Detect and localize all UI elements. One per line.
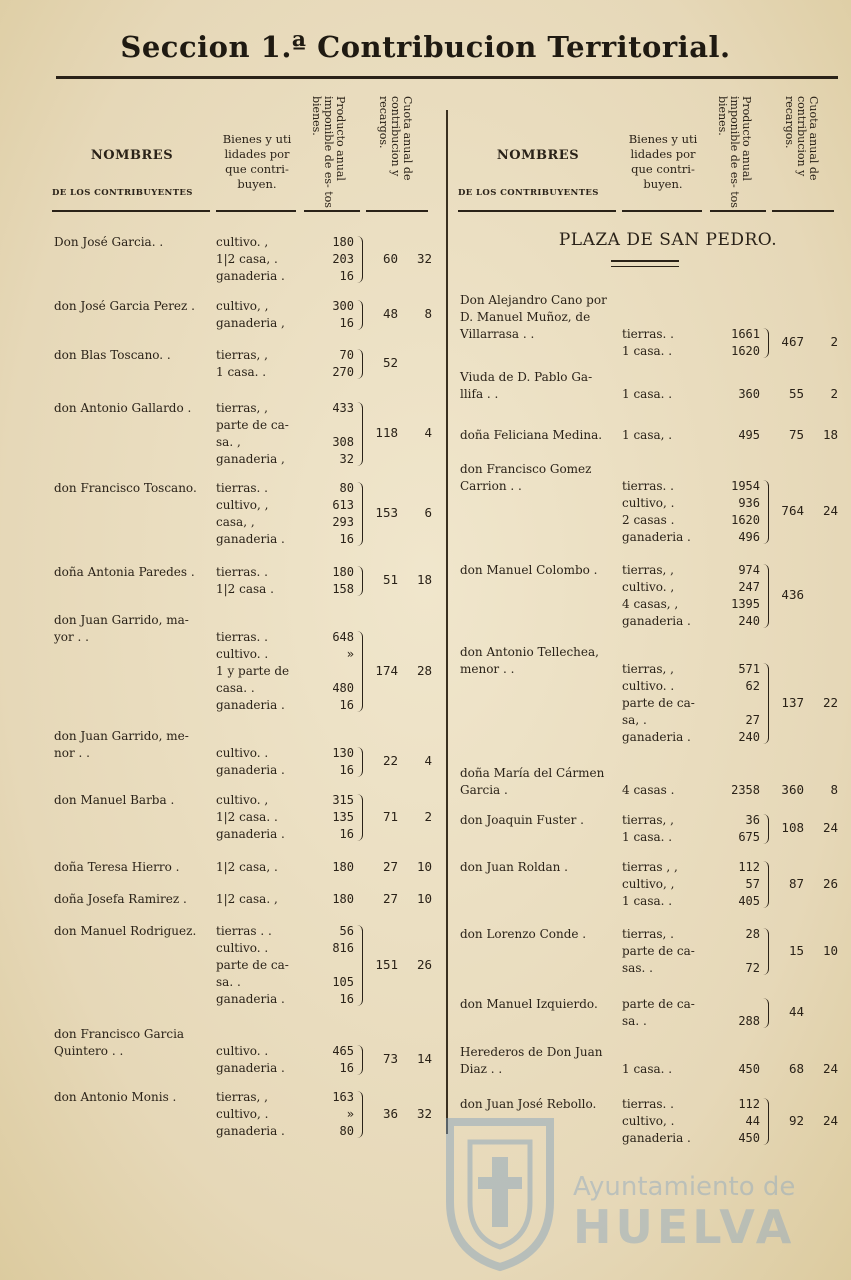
producto-value: 16 [339,532,354,546]
bien-label: 1|2 casa . [216,582,274,596]
bien-label: tierras, , [622,662,674,676]
contribuyente-name: don Manuel Rodriguez. [54,924,197,938]
contribuyente-name: don Joaquin Fuster . [460,813,584,827]
contribuyente-name: don Blas Toscano. . [54,348,171,362]
bien-label: ganaderia . [216,1061,285,1075]
producto-value: 56 [339,924,354,938]
contribuyente-name: don Lorenzo Conde . [460,927,587,941]
cuota-value: 75 [788,426,804,442]
producto-value: 158 [332,582,354,596]
bien-label: casa. . [216,681,255,695]
bien-label: parte de ca- [622,944,695,958]
cuota-fraction: 2 [424,808,432,824]
cuota-value: 36 [382,1105,398,1121]
bien-label: tierras, , [216,401,268,415]
producto-value: 180 [332,892,354,906]
right-header [458,96,848,214]
cuota-value: 22 [382,753,398,768]
producto-value: 675 [738,830,760,844]
watermark [440,1102,820,1272]
producto-value: 57 [745,877,760,891]
bien-label: sas. . [622,961,653,975]
producto-value: 293 [332,515,354,529]
bien-label: 1 casa, . [622,428,673,442]
cuota-fraction: 2 [830,385,838,401]
contribuyente-name: don Antonio Tellechea, [460,645,599,659]
contribuyente-name: llifa . . [460,387,499,401]
producto-value: 1395 [731,597,760,611]
plaza-heading: PLAZA DE SAN PEDRO. [558,230,778,250]
header-rule [216,210,296,212]
producto-value: 433 [332,401,354,415]
cuota-fraction: 4 [424,425,432,440]
cuota-value: 108 [781,820,804,835]
producto-value: 936 [738,496,760,510]
cuota-value: 71 [382,808,398,824]
producto-value: 180 [332,565,354,579]
contribuyente-name: Viuda de D. Pablo Ga- [460,370,593,384]
bien-label: ganaderia . [216,698,285,712]
producto-value: 16 [339,763,354,777]
cuota-fraction: 26 [416,956,432,972]
cuota-value: 118 [375,425,398,440]
cuota-value: 48 [382,306,398,321]
contribuyente-name: don Juan Roldan . [460,860,568,874]
contribuyente-name: don Francisco Gomez [460,462,592,476]
cuota-value: 73 [382,1051,398,1066]
contribuyente-name: doña Feliciana Medina. [460,428,603,442]
producto-value: 1620 [731,513,760,527]
producto-value: 44 [745,1114,760,1128]
contribuyente-name: Don Alejandro Cano por [460,293,607,307]
contribuyente-name: don José Garcia Perez . [54,299,195,313]
producto-value: 80 [339,481,354,495]
cuota-value: 87 [788,875,804,891]
producto-value: 1620 [731,344,760,358]
producto-value: 203 [332,252,354,266]
cuota-value: 151 [375,956,398,972]
bien-label: ganaderia . [216,763,285,777]
producto-value: 130 [332,746,354,760]
producto-value: 495 [738,428,760,442]
producto-value: 180 [332,860,354,874]
contribuyente-name: don Juan José Rebollo. [460,1097,597,1111]
cuota-fraction: 10 [416,890,432,906]
producto-value: 315 [332,793,354,807]
header-names: NOMBRES [496,148,580,163]
header-rule [622,210,702,212]
producto-value: 16 [339,316,354,330]
cuota-fraction: 8 [830,781,838,797]
header-rule [710,210,766,212]
producto-value: » [346,1107,354,1121]
bien-label: casa, , [216,515,255,529]
bien-label: 1 casa. . [622,344,673,358]
bien-label: tierras, , [216,1090,268,1104]
cuota-fraction: 24 [822,1060,838,1076]
producto-value: 1954 [731,479,760,493]
bien-label: 4 casas, , [622,597,679,611]
bien-label: ganaderia . [216,992,285,1006]
producto-value: 308 [332,435,354,449]
cuota-value: 44 [788,1004,804,1019]
bien-label: 1 y parte de [216,664,290,678]
contribuyente-name: don Juan Garrido, me- [54,729,189,743]
bien-label: ganaderia . [622,1131,691,1145]
cuota-fraction: 28 [416,662,432,678]
contribuyente-name: Diaz . . [460,1062,503,1076]
producto-value: 270 [332,365,354,379]
bien-label: sa. . [216,975,241,989]
producto-value: » [346,647,354,661]
bien-label: parte de ca- [216,418,289,432]
producto-value: 62 [745,679,760,693]
producto-value: 16 [339,1061,354,1075]
header-cuota: Cuota anual de contribucion y recargos. [783,96,820,181]
bien-label: tierras, , [622,813,674,827]
bien-label: sa, . [622,713,647,727]
right-column [458,96,848,1145]
contribuyente-name: don Francisco Toscano. [54,481,197,495]
page-title: Seccion 1.ª Contribucion Territorial. [120,30,731,64]
cuota-value: 92 [788,1112,804,1128]
cuota-value: 436 [781,587,804,602]
contribuyente-name: Villarrasa . . [460,327,535,341]
cuota-fraction: 32 [416,1105,432,1121]
cuota-value: 68 [788,1060,804,1076]
bien-label: parte de ca- [622,696,695,710]
bien-label: cultivo. . [216,1044,269,1058]
producto-value: 648 [332,630,354,644]
producto-value: 80 [339,1124,354,1138]
producto-value: 1661 [731,327,760,341]
producto-value: 36 [745,813,760,827]
cuota-value: 467 [781,334,804,349]
bien-label: ganaderia . [216,532,285,546]
bien-label: 1|2 casa. , [216,892,278,906]
contribuyente-name: D. Manuel Muñoz, de [460,310,591,324]
column-separator [446,110,448,1134]
bien-label: 1 casa. . [622,1062,673,1076]
cuota-value: 27 [382,890,398,906]
cuota-value: 360 [781,781,804,797]
contribuyente-name: yor . . [54,630,89,644]
producto-value: 2358 [731,783,760,797]
bien-label: 1 casa. . [622,387,673,401]
producto-value: 32 [339,452,354,466]
bien-label: cultivo. . [216,941,269,955]
cuota-fraction: 10 [416,858,432,874]
producto-value: 112 [738,1097,760,1111]
producto-value: 16 [339,698,354,712]
producto-value: 450 [738,1062,760,1076]
producto-value [708,996,760,1013]
producto-value: 72 [745,961,760,975]
producto-value: 180 [332,235,354,249]
bien-label: tierras. . [216,481,268,495]
bien-label: ganaderia . [622,730,691,744]
contribuyente-name: don Antonio Gallardo . [54,401,192,415]
cuota-value: 137 [781,694,804,710]
cuota-value: 15 [788,942,804,958]
bien-label: cultivo. , [216,235,269,249]
header-cuota: Cuota anual de contribucion y recargos. [377,96,414,181]
contribuyente-name: don Manuel Colombo . [460,563,598,577]
header-rule [366,210,428,212]
header-rule [304,210,360,212]
bien-label: sa. , [216,435,241,449]
cuota-fraction: 2 [830,334,838,349]
producto-value: 135 [332,810,354,824]
bien-label: 2 casas . [622,513,675,527]
bien-label: sa. . [622,1014,647,1028]
producto-value [302,663,354,680]
bien-label: cultivo, , [216,498,269,512]
cuota-value: 153 [375,505,398,520]
bien-label: tierras, , [622,563,674,577]
contribuyente-name: Herederos de Don Juan [460,1045,603,1059]
bien-label: parte de ca- [622,997,695,1011]
bien-label: parte de ca- [216,958,289,972]
cuota-value: 52 [382,355,398,370]
header-rule [52,210,210,212]
producto-value: 613 [332,498,354,512]
bien-label: cultivo. . [622,679,675,693]
contribuyente-name: don Francisco Garcia [54,1027,185,1041]
cuota-fraction: 14 [416,1051,432,1066]
bien-label: tierras. . [622,479,674,493]
producto-value: 70 [339,348,354,362]
bien-label: tierras. . [216,630,268,644]
producto-value: 974 [738,563,760,577]
producto-value: 240 [738,614,760,628]
contribuyente-name: don Antonio Monis . [54,1090,177,1104]
contribuyente-name: nor . . [54,746,90,760]
cuota-value: 51 [382,572,398,587]
contribuyente-name: Garcia . [460,783,508,797]
cuota-fraction: 8 [424,306,432,321]
header-names: NOMBRES [90,148,174,163]
bien-label: cultivo. . [216,647,269,661]
bien-label: tierras. . [216,565,268,579]
producto-value [708,695,760,712]
bien-label: tierras. . [622,327,674,341]
header-names-sub: DE LOS CONTRIBUYENTES [52,188,193,198]
cuota-fraction: 32 [416,250,432,266]
producto-value: 240 [738,730,760,744]
cuota-fraction: 4 [424,753,432,768]
producto-value: 105 [332,975,354,989]
producto-value: 16 [339,992,354,1006]
producto-value [302,957,354,974]
producto-value: 816 [332,941,354,955]
bien-label: tierras, , [216,348,268,362]
cuota-fraction: 22 [822,694,838,710]
bien-label: 1 casa. . [216,365,267,379]
bien-label: 1|2 casa. . [216,810,278,824]
cuota-value: 60 [382,250,398,266]
bien-label: 1 casa. . [622,830,673,844]
header-rule [458,210,616,212]
plaza-rule [611,260,679,267]
producto-value: 496 [738,530,760,544]
producto-value: 16 [339,827,354,841]
cuota-value: 27 [382,858,398,874]
bien-label: cultivo. , [622,580,675,594]
left-column [52,96,442,1138]
bien-label: ganaderia . [216,827,285,841]
cuota-fraction: 6 [424,505,432,520]
cuota-fraction: 24 [822,1112,838,1128]
producto-value: 405 [738,894,760,908]
bien-label: cultivo, . [216,1107,269,1121]
contribuyente-name: doña Teresa Hierro . [54,860,180,874]
watermark-line2: HUELVA [573,1200,796,1254]
bien-label: tierras, . [622,927,674,941]
bien-label: ganaderia , [216,452,285,466]
producto-value: 163 [332,1090,354,1104]
bien-label: 1 casa. . [622,894,673,908]
bien-label: ganaderia , [216,316,285,330]
producto-value: 450 [738,1131,760,1145]
bien-label: 1|2 casa, . [216,860,278,874]
cuota-fraction: 24 [822,503,838,518]
contribuyente-name: doña María del Cármen [460,766,605,780]
bien-label: cultivo. , [216,793,269,807]
cuota-value: 174 [375,662,398,678]
cuota-fraction: 18 [416,572,432,587]
producto-value: 571 [738,662,760,676]
contribuyente-name: Quintero . . [54,1044,124,1058]
contribuyente-name: don Manuel Izquierdo. [460,997,598,1011]
bien-label: cultivo, , [216,299,269,313]
header-bienes: Bienes y uti lidades por que contri- buyen. [628,132,698,191]
producto-value: 465 [332,1044,354,1058]
producto-value: 288 [738,1014,760,1028]
bien-label: 4 casas . [622,783,675,797]
bien-label: tierras . . [216,924,272,938]
producto-value [708,943,760,960]
bien-label: tierras. . [622,1097,674,1111]
left-header [52,96,442,214]
bien-label: ganaderia . [216,269,285,283]
contribuyente-name: doña Antonia Paredes . [54,565,195,579]
producto-value [302,417,354,434]
producto-value: 27 [745,713,760,727]
bien-label: ganaderia . [622,614,691,628]
bien-label: cultivo, . [622,496,675,510]
cuota-fraction: 18 [822,426,838,442]
producto-value: 300 [332,299,354,313]
header-rule [772,210,834,212]
cuota-fraction: 10 [822,942,838,958]
contribuyente-name: Don José Garcia. . [54,235,164,249]
contribuyente-name: doña Josefa Ramirez . [54,892,187,906]
bien-label: cultivo. . [216,746,269,760]
header-bienes: Bienes y uti lidades por que contri- buyen. [222,132,292,191]
shield-icon [440,1102,560,1272]
contribuyente-name: don Juan Garrido, ma- [54,613,189,627]
header-producto: Producto anual imponible de es- tos bienes. [310,96,347,208]
header-names-sub: DE LOS CONTRIBUYENTES [458,188,599,198]
producto-value: 112 [738,860,760,874]
contribuyente-name: don Manuel Barba . [54,793,175,807]
header-producto: Producto anual imponible de es- tos bienes. [716,96,753,208]
producto-value: 247 [738,580,760,594]
bien-label: cultivo, , [622,877,675,891]
watermark-line1: Ayuntamiento de [573,1172,796,1202]
cuota-fraction: 24 [822,820,838,835]
bien-label: 1|2 casa, . [216,252,278,266]
producto-value: 360 [738,387,760,401]
contribuyente-name: Carrion . . [460,479,522,493]
bien-label: ganaderia . [622,530,691,544]
producto-value: 16 [339,269,354,283]
cuota-value: 55 [788,385,804,401]
cuota-fraction: 26 [822,875,838,891]
bien-label: tierras , , [622,860,678,874]
producto-value: 28 [745,927,760,941]
title-rule [56,76,838,79]
bien-label: ganaderia . [216,1124,285,1138]
bien-label: cultivo, . [622,1114,675,1128]
cuota-value: 764 [781,503,804,518]
producto-value: 480 [332,681,354,695]
contribuyente-name: menor . . [460,662,515,676]
